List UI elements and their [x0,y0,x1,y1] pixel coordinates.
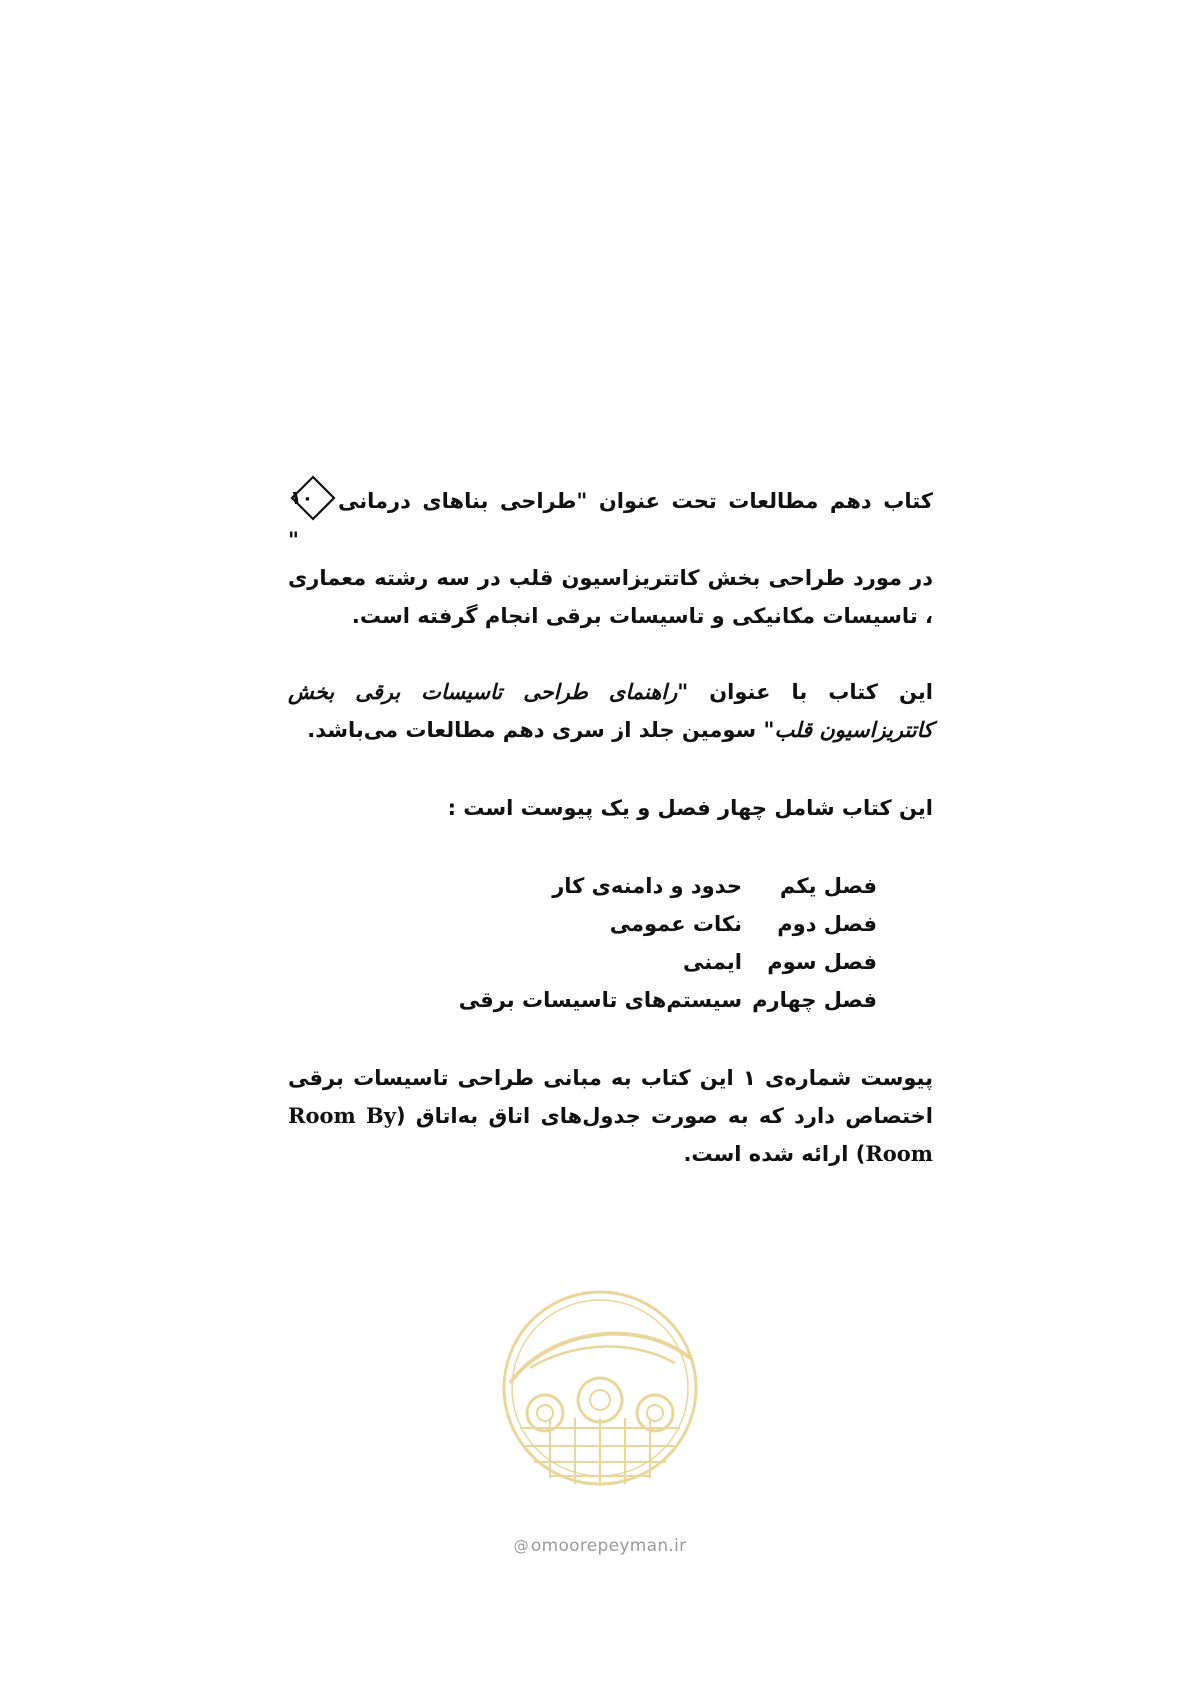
closing-quote: " [288,528,299,552]
book-title: راهنمای طراحی تاسیسات برقی بخش کاتتریزاسیون قلب [288,680,933,742]
about-paragraph [288,673,933,749]
chapter-item [288,867,877,905]
chapter-number: فصل چهارم [752,988,877,1012]
about-suffix: " سومین جلد از سری دهم مطالعات می‌باشد. [307,718,775,742]
chapter-title: ایمنی [683,950,742,974]
appendix-latin-term: Room By Room [288,1103,933,1166]
chapter-number: فصل سوم [767,950,877,974]
watermark-url [490,1536,710,1556]
intro-first-line [288,482,933,559]
volume-number-badge [290,475,336,521]
chapter-item [288,943,877,981]
chapter-title: نکات عمومی [609,912,742,936]
watermark-logo [490,1288,710,1488]
contents-intro: این کتاب شامل چهار فصل و یک پیوست است : [447,796,933,820]
volume-number: ۱۰ [290,487,314,509]
body-text [288,482,933,1173]
chapter-item [288,981,877,1019]
watermark-url-text: omoorepeyman.ir [530,1536,687,1556]
appendix-text-end: ) ارائه شده است. [683,1142,866,1166]
at-sign-icon: @ [513,1537,529,1555]
chapter-title: حدود و دامنه‌ی کار [552,874,742,898]
about-prefix: این کتاب با عنوان " [677,680,933,704]
chapter-list [288,867,933,1019]
chapter-item [288,905,877,943]
intro-paragraph [288,482,933,635]
chapter-number: فصل دوم [777,912,877,936]
appendix-paragraph [288,1059,933,1173]
intro-text-start: کتاب دهم مطالعات تحت عنوان "طراحی بناهای درمانی [338,489,933,513]
seal-icon [490,1288,710,1488]
intro-text-rest: در مورد طراحی بخش کاتتریزاسیون قلب در سه رشته معماری ، تاسیسات مکانیکی و تاسیسات برقی انجام گرفته است. [288,566,933,628]
chapter-title: سیستم‌های تاسیسات برقی [458,988,742,1012]
appendix-text-start: پیوست شماره‌ی ۱ این کتاب به مبانی طراحی تاسیسات برقی اختصاص دارد که به صورت جدول‌های اتاق به‌اتاق ( [288,1066,934,1128]
chapter-number: فصل یکم [779,874,877,898]
